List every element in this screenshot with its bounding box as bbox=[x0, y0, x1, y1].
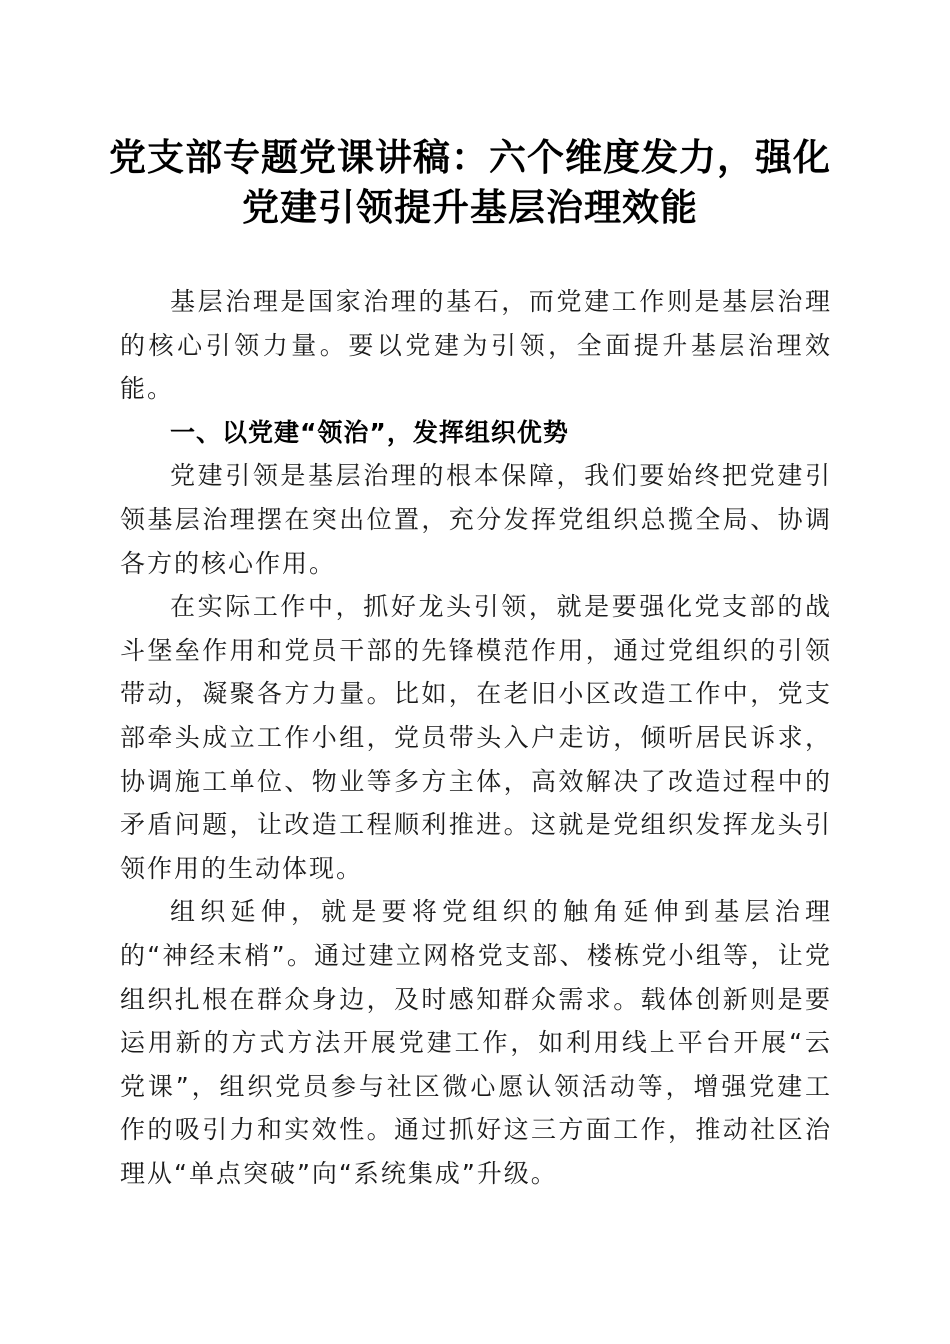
intro-paragraph: 基层治理是国家治理的基石，而党建工作则是基层治理的核心引领力量。要以党建为引领，全面提升基层治理效能。 bbox=[120, 287, 832, 404]
body-paragraph: 在实际工作中，抓好龙头引领，就是要强化党支部的战斗堡垒作用和党员干部的先锋模范作用，通过党组织的引领带动，凝聚各方力量。比如，在老旧小区改造工作中，党支部牵头成立工作小组，党员带头入户走访，倾听居民诉求，协调施工单位、物业等多方主体，高效解决了改造过程中的矛盾问题，让改造工程顺利推进。这就是党组织发挥龙头引领作用的生动体现。 bbox=[120, 592, 832, 883]
document-title: 党支部专题党课讲稿：六个维度发力，强化党建引领提升基层治理效能 bbox=[109, 135, 831, 229]
body-paragraph: 组织延伸，就是要将党组织的触角延伸到基层治理的“神经末梢”。通过建立网格党支部、楼栋党小组等，让党组织扎根在群众身边，及时感知群众需求。载体创新则是要运用新的方式方法开展党建工作，如利用线上平台开展“云党课”，组织党员参与社区微心愿认领活动等，增强党建工作的吸引力和实效性。通过抓好这三方面工作，推动社区治理从“单点突破”向“系统集成”升级。 bbox=[120, 897, 832, 1188]
section-heading: 一、以党建“领治”，发挥组织优势 bbox=[170, 417, 569, 447]
document-body bbox=[120, 280, 832, 1195]
body-paragraph: 党建引领是基层治理的根本保障，我们要始终把党建引领基层治理摆在突出位置，充分发挥党组织总揽全局、协调各方的核心作用。 bbox=[120, 461, 832, 578]
